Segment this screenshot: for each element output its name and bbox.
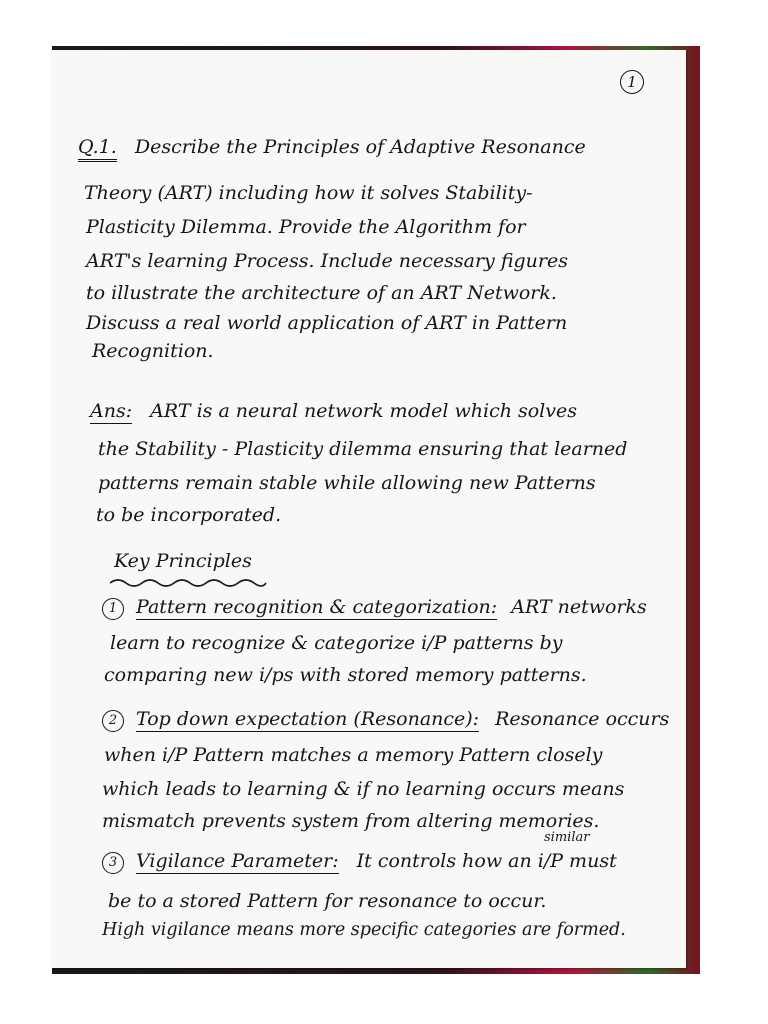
principle-2-line-1: [52, 710, 736, 732]
answer-line-4: to be incorporated.: [96, 504, 282, 526]
question-line-7: Recognition.: [92, 340, 214, 362]
principle-3-line-3: High vigilance means more specific categories are formed.: [102, 920, 626, 940]
wavy-underline: [108, 576, 268, 588]
answer-text: ART is a neural network model which solves: [150, 400, 577, 422]
answer-line-1: [52, 402, 724, 421]
inserted-word: similar: [544, 830, 590, 845]
notebook-page: [52, 50, 686, 968]
answer-label: Ans:: [90, 400, 133, 422]
question-line-1: [52, 138, 712, 157]
principle-3-line-2: be to a stored Pattern for resonance to occur.: [108, 890, 547, 912]
principle-3-text: It controls how an i/P must: [356, 850, 617, 872]
principle-1-line-1: [52, 598, 736, 620]
principle-1-line-2: learn to recognize & categorize i/P patterns by: [110, 632, 563, 654]
principle-1-number: 1: [102, 598, 124, 620]
question-line-5: to illustrate the architecture of an ART Network.: [86, 282, 557, 304]
principle-2-number: 2: [102, 710, 124, 732]
question-line-3: Plasticity Dilemma. Provide the Algorithm for: [86, 216, 526, 238]
principle-2-line-4: mismatch prevents system from altering memories.: [102, 810, 600, 832]
answer-line-3: patterns remain stable while allowing new Patterns: [98, 472, 596, 494]
principle-1-title: Pattern recognition & categorization:: [136, 596, 498, 618]
page-number: 1: [620, 70, 644, 94]
principle-1-text: ART networks: [511, 596, 647, 618]
principle-2-line-2: when i/P Pattern matches a memory Pattern closely: [104, 744, 603, 766]
principle-3-line-1: [52, 852, 736, 874]
principle-1-line-3: comparing new i/ps with stored memory patterns.: [104, 664, 587, 686]
question-line-4: ART's learning Process. Include necessary figures: [86, 250, 568, 272]
question-line-6: Discuss a real world application of ART in Pattern: [86, 312, 568, 334]
answer-line-2: the Stability - Plasticity dilemma ensuring that learned: [98, 438, 628, 460]
question-label: Q.1.: [78, 136, 117, 162]
key-principles-heading: Key Principles: [114, 550, 252, 572]
principle-2-line-3: which leads to learning & if no learning occurs means: [102, 778, 625, 800]
principle-2-text: Resonance occurs: [495, 708, 670, 730]
principle-3-number: 3: [102, 852, 124, 874]
principle-3-title: Vigilance Parameter:: [136, 850, 339, 872]
question-line-2: Theory (ART) including how it solves Stability-: [84, 182, 533, 204]
question-text: Describe the Principles of Adaptive Resonance: [134, 136, 586, 158]
principle-2-title: Top down expectation (Resonance):: [136, 708, 480, 730]
